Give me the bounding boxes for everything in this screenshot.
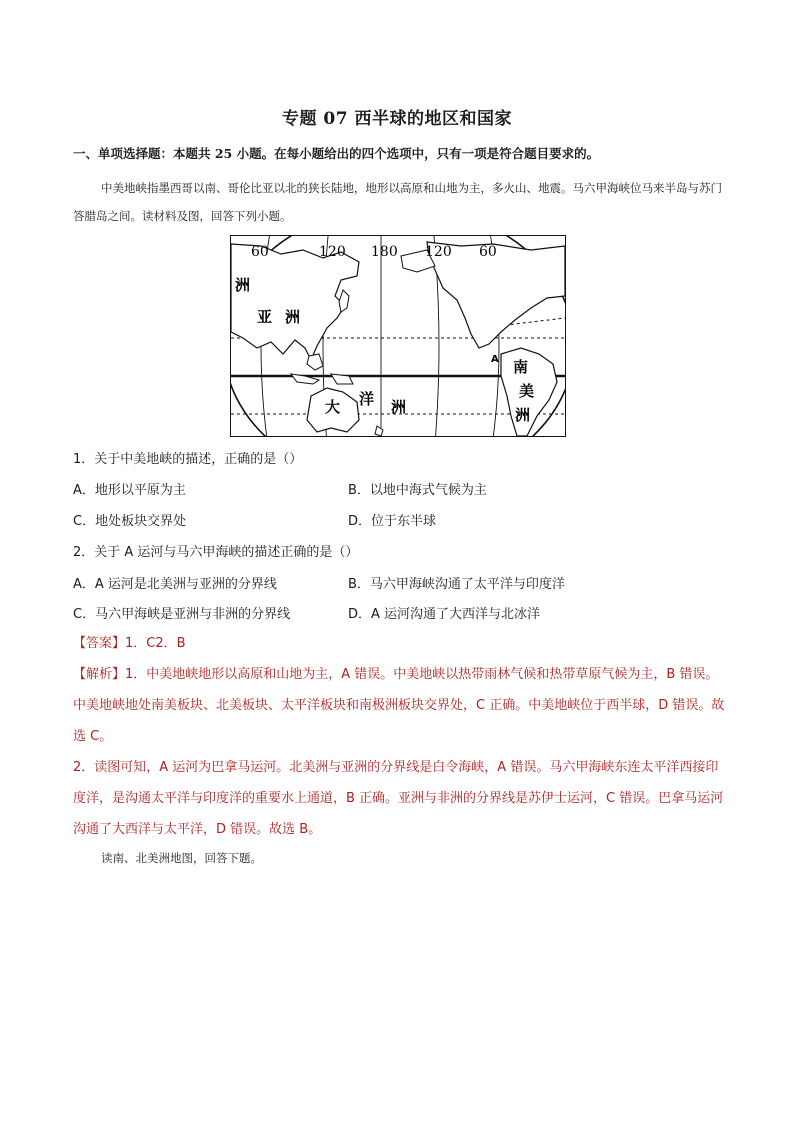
longitude-label-60w: 60 (251, 244, 269, 260)
question-2-option-b: B．马六甲海峡沟通了太平洋与印度洋 (348, 577, 565, 592)
map-label-oceania-2: 洋 (359, 390, 375, 408)
map-label-south-america-3: 洲 (515, 406, 531, 424)
question-2-option-a: A．A 运河是北美洲与亚洲的分界线 (73, 577, 277, 592)
analysis-paragraph-1 (73, 659, 725, 752)
analysis-tag: 【解析】 (73, 667, 126, 682)
analysis-text-1: 1．中美地峡地形以高原和山地为主，A 错误。中美地峡以热带雨林气候和热带草原气候为主，B 错误。中美地峡地处南美板块、北美板块、太平洋板块和南极洲板块交界处，C 正确。中美地峡位于西半球，D 错误。故选 C。 (73, 667, 725, 744)
longitude-label-120w: 120 (425, 244, 452, 260)
page-title: 专题 07 西半球的地区和国家 (282, 109, 512, 129)
map-label-oceania-3: 洲 (391, 398, 407, 416)
intro-paragraph: 中美地峡指墨西哥以南、哥伦比亚以北的狭长陆地，地形以高原和山地为主，多火山、地震。马六甲海峡位马来半岛与苏门答腊岛之间。读材料及图，回答下列小题。 (73, 181, 722, 223)
question-1-option-a: A．地形以平原为主 (73, 483, 186, 498)
question-2-option-c: C．马六甲海峡是亚洲与非洲的分界线 (73, 607, 291, 622)
map-label-south-america-1: 南 (513, 358, 529, 376)
longitude-label-120e: 120 (319, 244, 346, 260)
question-1-stem: 1．关于中美地峡的描述，正确的是（） (73, 452, 303, 467)
section-heading: 一、单项选择题：本题共 25 小题。在每小题给出的四个选项中，只有一项是符合题目要求的。 (73, 146, 600, 161)
question-1-option-b: B．以地中海式气候为主 (348, 483, 487, 498)
world-map-figure (230, 235, 566, 437)
map-label-asia-edge: 洲 (235, 276, 251, 294)
answer-text: 1．C2．B (125, 636, 186, 651)
map-label-asia-2: 洲 (285, 308, 301, 326)
question-2-stem: 2．关于 A 运河与马六甲海峡的描述正确的是（） (73, 545, 359, 560)
longitude-label-180: 180 (371, 244, 398, 260)
borneo-island (307, 354, 323, 370)
world-map-svg (231, 236, 565, 436)
question-1-option-c: C．地处板块交界处 (73, 514, 187, 529)
japan-island (339, 290, 349, 312)
answer-tag: 【答案】 (73, 636, 126, 651)
question-2-option-d: D．A 运河沟通了大西洋与北冰洋 (348, 607, 541, 622)
map-label-south-america-2: 美 (519, 382, 535, 400)
longitude-label-60w-east: 60 (479, 244, 497, 260)
new-zealand-island (375, 426, 383, 436)
map-label-point-a: A (491, 354, 499, 365)
map-label-asia-1: 亚 (257, 308, 273, 326)
answer-line (73, 628, 725, 659)
analysis-paragraph-2 (73, 752, 725, 845)
map-label-oceania-1: 大 (325, 398, 341, 416)
question-1-option-d: D．位于东半球 (348, 514, 437, 529)
closing-intro: 读南、北美洲地图，回答下题。 (101, 851, 262, 865)
analysis-text-2: 2．读图可知，A 运河为巴拿马运河。北美洲与亚洲的分界线是白令海峡，A 错误。马六甲海峡东连太平洋西接印度洋，是沟通太平洋与印度洋的重要水上通道，B 正确。亚洲与非洲的分界线是苏伊士运河，C 错误。巴拿马运河沟通了大西洋与太平洋，D 错误。故选 B。 (73, 760, 724, 837)
